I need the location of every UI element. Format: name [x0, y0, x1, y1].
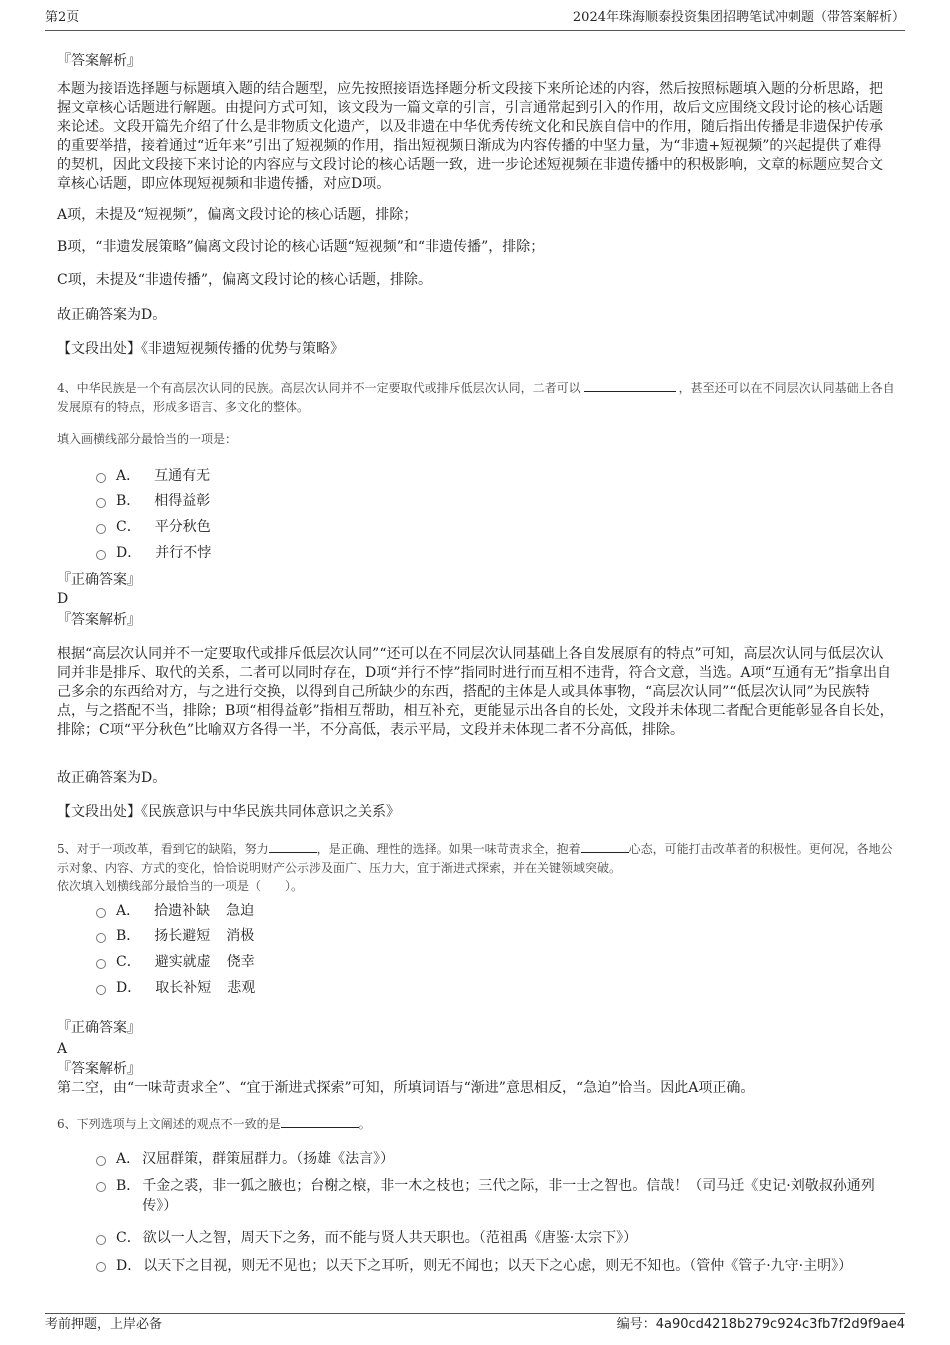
radio-icon[interactable] [96, 1182, 106, 1192]
radio-icon[interactable] [96, 1235, 106, 1245]
q6-stem: 6、下列选项与上文阐述的观点不一致的是 。 [57, 1113, 895, 1134]
q5-analysis-heading: 『答案解析』 [57, 1061, 141, 1077]
q5-option-c[interactable]: C． 避实就虚 侥幸 [96, 953, 255, 971]
radio-icon[interactable] [96, 1262, 106, 1272]
radio-icon[interactable] [96, 908, 106, 918]
radio-icon[interactable] [96, 498, 106, 508]
q4-prompt: 填入画横线部分最恰当的一项是： [57, 432, 238, 446]
q3-source [57, 340, 895, 359]
radio-icon[interactable] [96, 550, 106, 560]
q3-line-b: B项，“非遗发展策略”偏离文段讨论的核心话题“短视频”和“非遗传播”，排除； [57, 239, 545, 255]
answer-blank [269, 838, 317, 853]
page-header [45, 10, 905, 31]
q5-answer-heading: 『正确答案』 [57, 1020, 141, 1036]
q5-prompt: 依次填入划横线部分最恰当的一项是（ ）。 [57, 879, 304, 893]
document-title: 2024年珠海顺泰投资集团招聘笔试冲刺题（带答案解析） [572, 10, 905, 25]
page-footer [45, 1313, 905, 1333]
q4-conclusion: 故正确答案为D。 [57, 770, 167, 786]
radio-icon[interactable] [96, 985, 106, 995]
q4-option-a[interactable]: A． 互通有无 [96, 467, 210, 485]
q5-option-d[interactable]: D． 取长补短 悲观 [96, 979, 255, 997]
q3-conclusion: 故正确答案为D。 [57, 307, 167, 323]
q4-option-c[interactable]: C． 平分秋色 [96, 518, 211, 536]
footer-slogan: 考前押题，上岸必备 [45, 1317, 163, 1332]
q4-analysis: 根据“高层次认同并不一定要取代或排斥低层次认同”“还可以在不同层次认同基础上各自发展原有的特点”可知，高层次认同与低层次认同并非是排斥、取代的关系，二者可以同时存在，D项“并行不悖”指同时进行而互相不违背，符合文意，当选。A项“互通有无”指拿出自己多余的东西给对方，与之进行交换，以得到自己所缺少的东西，搭配的主体是人或具体事物，“高层次认同”“低层次认同”为民族特点，与之搭配不当，排除；B项“相得益彰”指相互帮助，相互补充，更能显示出各自的长处，文段并未体现二者配合更能彰显各自长处，排除；C项“平分秋色”比喻双方各得一半，不分高低，表示平局，文段并未体现二者不分高低，排除。 [57, 646, 894, 738]
answer-blank [584, 377, 676, 392]
q3-analysis: 本题为接语选择题与标题填入题的结合题型，应先按照接语选择题分析文段接下来所论述的内容，然后按照标题填入题的分析思路，把握文章核心话题进行解题。由提问方式可知，该文段为一篇文章的引言，引言通常起到引入的作用，故后文应围绕文段讨论的核心话题来论述。文段开篇先介绍了什么是非物质文化遗产，以及非遗在中华优秀传统文化和民族自信中的作用，随后指出传播是非遗保护传承的重要举措，接着通过“近年来”引出了短视频的作用，指出短视频日渐成为内容传播的中坚力量，为“非遗+短视频”的兴起提供了难得的契机，因此文段接下来讨论的内容应与文段讨论的核心话题一致，进一步论述短视频在非遗传播中的积极影响，文章的标题应契合文章核心话题，即应体现短视频和非遗传播，对应D项。 [57, 81, 883, 192]
q4-stem: 4、中华民族是一个有高层次认同的民族。高层次认同并不一定要取代或排斥低层次认同，二者可以 ，甚至还可以在不同层次认同基础上各自发展原有的特点，形成多语言、多文化的整体。 [57, 377, 895, 417]
q4-source [57, 803, 895, 822]
source-title: 《民族意识与中华民族共同体意识之关系》 [141, 804, 400, 820]
source-title: 《非遗短视频传播的优势与策略》 [141, 341, 344, 357]
q3-line-c: C项，未提及“非遗传播”，偏离文段讨论的核心话题，排除。 [57, 272, 433, 288]
q4-answer-heading: 『正确答案』 [57, 572, 141, 588]
answer-blank [581, 838, 629, 853]
q3-line-a: A项，未提及“短视频”，偏离文段讨论的核心话题，排除； [57, 207, 418, 223]
radio-icon[interactable] [96, 959, 106, 969]
source-label: 【文段出处】 [57, 341, 141, 357]
radio-icon[interactable] [96, 473, 106, 483]
q4-option-d[interactable]: D． 并行不悖 [96, 544, 211, 562]
q4-option-b[interactable]: B． 相得益彰 [96, 492, 210, 510]
radio-icon[interactable] [96, 933, 106, 943]
q4-analysis-heading: 『答案解析』 [57, 612, 141, 628]
radio-icon[interactable] [96, 524, 106, 534]
q5-stem: 5、对于一项改革，看到它的缺陷，努力 ，是正确、理性的选择。如果一味苛责求全，抱着 心态，可能打击改革者的积极性。更何况，各地公示对象、内容、方式的变化，恰恰说明财产公示涉及面广、压力大，宜于渐进式探索，并在关键领域突破。 [57, 838, 895, 878]
q5-option-b[interactable]: B． 扬长避短 消极 [96, 927, 254, 945]
q5-analysis: 第二空，由“一味苛责求全”、“宜于渐进式探索”可知，所填词语与“渐进”意思相反，“急迫”恰当。因此A项正确。 [57, 1080, 755, 1096]
answer-blank [281, 1113, 359, 1128]
document-code: 编号：4a90cd4218b279c924c3fb7f2d9f9ae4 [616, 1317, 905, 1332]
q5-answer: A [57, 1041, 68, 1057]
q6-option-d[interactable]: D． 以天下之目视，则无不见也；以天下之耳听，则无不闻也；以天下之心虑，则无不知也。（管仲《管子·九守·主明》） [96, 1256, 886, 1276]
q4-answer: D [57, 591, 69, 607]
page-number: 第2页 [45, 10, 80, 25]
source-label: 【文段出处】 [57, 804, 141, 820]
q6-option-c[interactable]: C． 欲以一人之智，周天下之务，而不能与贤人共天职也。（范祖禹《唐鉴·太宗下》） [96, 1229, 886, 1247]
radio-icon[interactable] [96, 1156, 106, 1166]
q6-option-b[interactable]: B． 千金之裘，非一狐之腋也；台榭之榱，非一木之枝也；三代之际，非一士之智也。信哉！（司马迁《史记·刘敬叔孙通列传》） [96, 1176, 886, 1216]
q6-option-a[interactable]: A． 汉屈群策，群策屈群力。（扬雄《法言》） [96, 1150, 886, 1168]
q5-option-a[interactable]: A． 拾遗补缺 急迫 [96, 902, 254, 920]
q3-analysis-heading: 『答案解析』 [57, 53, 141, 69]
